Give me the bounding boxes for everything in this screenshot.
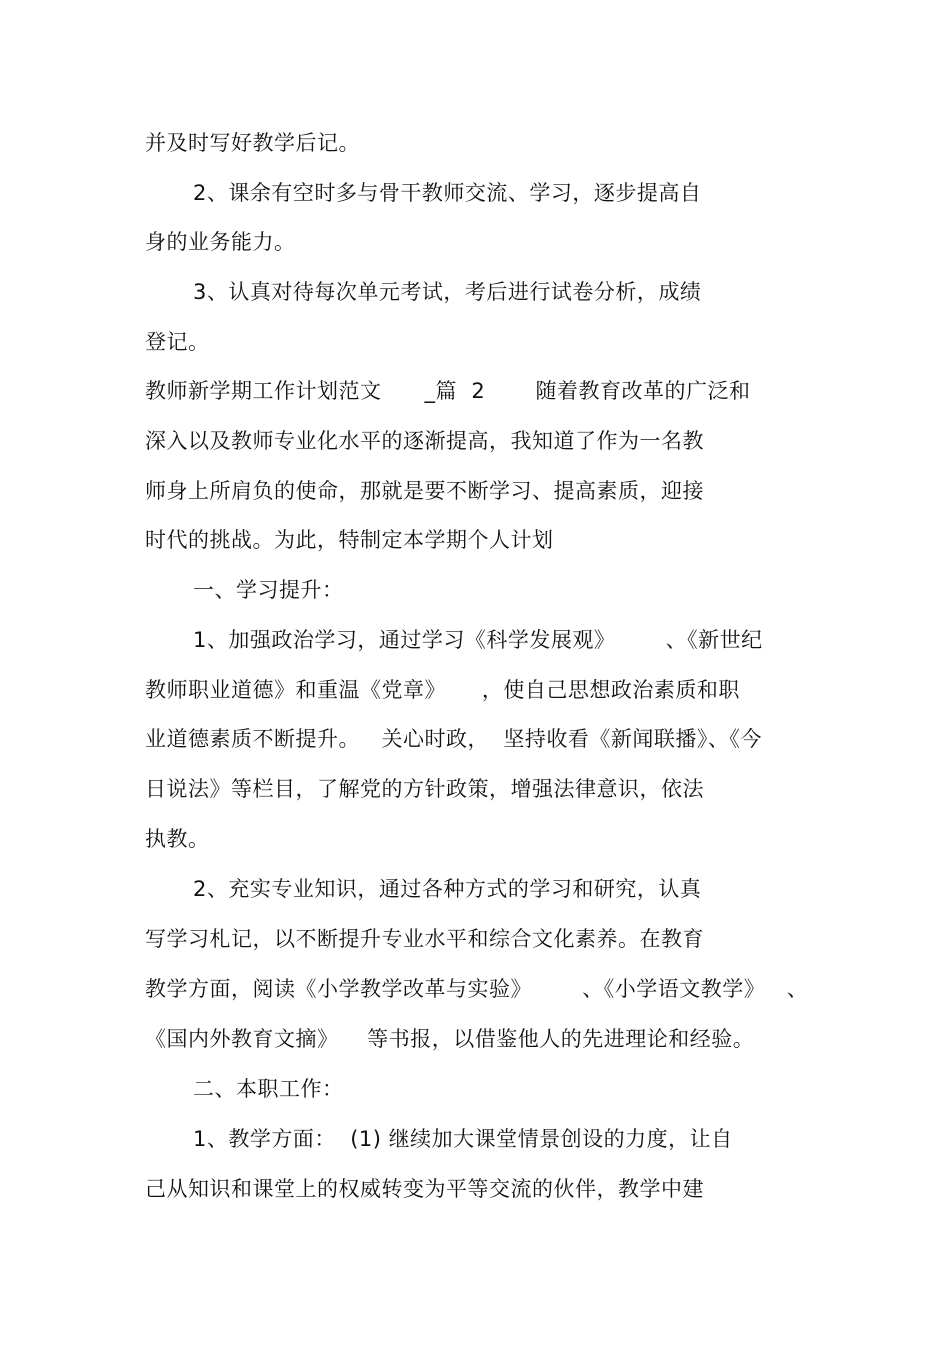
text-line: 身的业务能力。 (145, 230, 296, 254)
text-line: 登记。 (145, 330, 210, 354)
text-line: 教学方面，阅读《小学教学改革与实验》 、《小学语文教学》 、 (145, 977, 809, 1001)
text-line: 《国内外教育文摘》 等书报，以借鉴他人的先进理论和经验。 (145, 1027, 755, 1051)
text-line: 3、认真对待每次单元考试，考后进行试卷分析，成绩 (193, 280, 702, 304)
text-line: 己从知识和课堂上的权威转变为平等交流的伙伴，教学中建 (145, 1177, 704, 1201)
text-line: 1、教学方面： (1) 继续加大课堂情景创设的力度，让自 (193, 1127, 733, 1151)
section-heading: 教师新学期工作计划范文 _篇 2 随着教育改革的广泛和 (145, 379, 751, 403)
subheading: 一、学习提升： (193, 578, 344, 602)
text-line: 师身上所肩负的使命，那就是要不断学习、提高素质，迎接 (145, 479, 704, 503)
text-line: 时代的挑战。为此，特制定本学期个人计划 (145, 528, 554, 552)
text-line: 写学习札记，以不断提升专业水平和综合文化素养。在教育 (145, 927, 704, 951)
text-line: 深入以及教师专业化水平的逐渐提高，我知道了作为一名教 (145, 429, 704, 453)
subheading: 二、本职工作： (193, 1077, 344, 1101)
text-line: 日说法》等栏目，了解党的方针政策，增强法律意识，依法 (145, 777, 704, 801)
text-line: 并及时写好教学后记。 (145, 131, 360, 155)
text-line: 业道德素质不断提升。 关心时政， 坚持收看《新闻联播》、《今 (145, 727, 762, 751)
text-line: 教师职业道德》和重温《党章》 ，使自己思想政治素质和职 (145, 678, 740, 702)
text-line: 1、加强政治学习，通过学习《科学发展观》 、《新世纪 (193, 628, 763, 652)
text-line: 2、课余有空时多与骨干教师交流、学习，逐步提高自 (193, 181, 702, 205)
text-line: 2、充实专业知识，通过各种方式的学习和研究，认真 (193, 877, 702, 901)
text-line: 执教。 (145, 827, 210, 851)
